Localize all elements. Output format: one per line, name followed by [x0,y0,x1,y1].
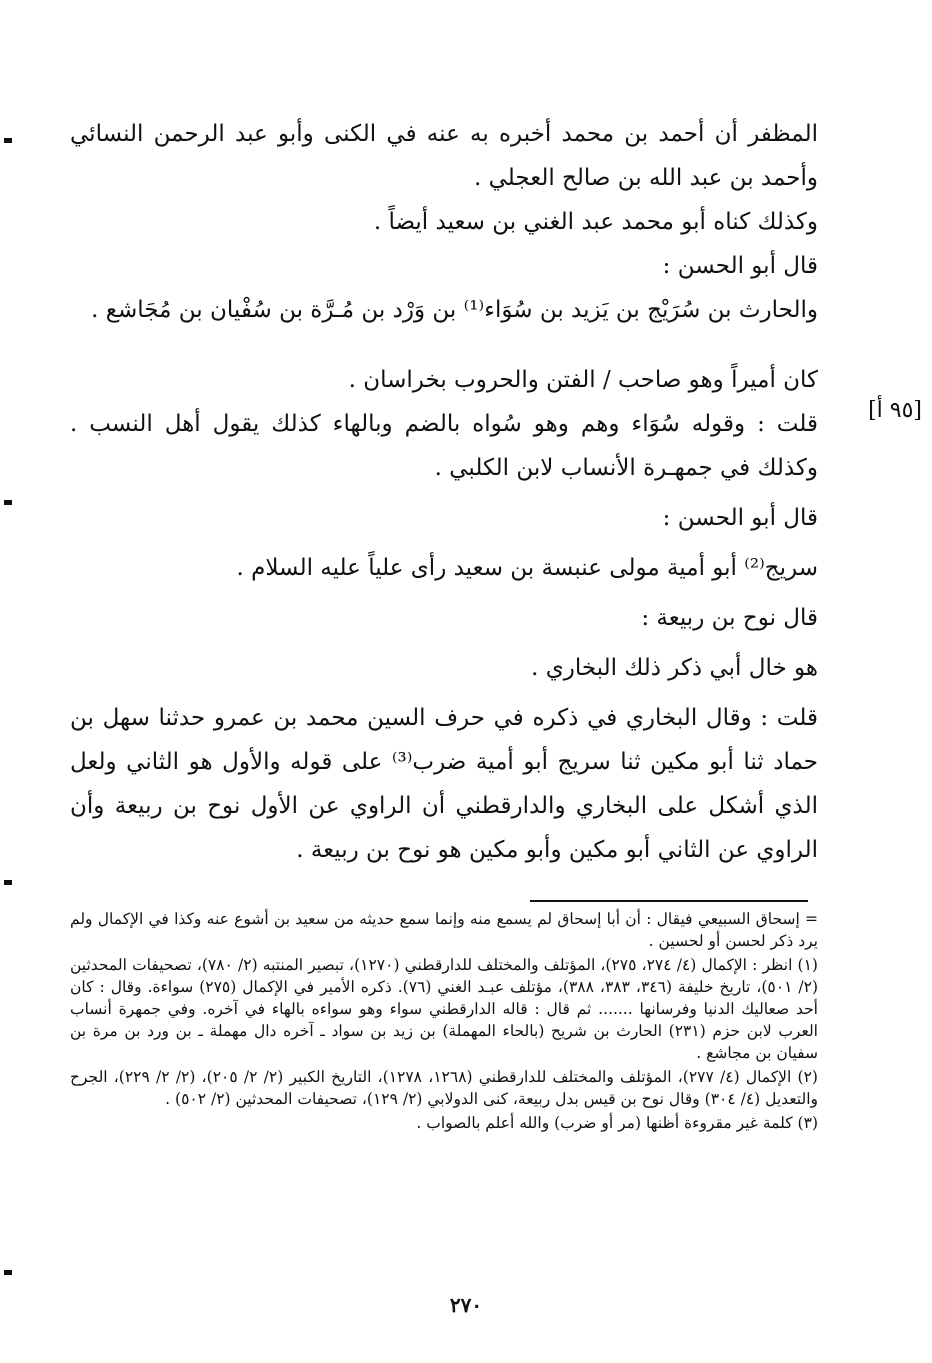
scan-edge-mark [4,138,12,143]
paragraph: وكذلك كناه أبو محمد عبد الغني بن سعيد أيضاً . [373,209,818,235]
page-number: ٢٧٠ [449,1293,483,1317]
scan-edge-mark [4,1270,12,1275]
main-text [70,112,818,872]
paragraph: هو خال أبي ذكر ذلك البخاري . [531,655,818,681]
footnote: (٣) كلمة غير مقروءة أظنها (مر أو ضرب) والله أعلم بالصواب . [416,1114,818,1132]
footnote-separator [530,900,808,902]
footnotes [70,908,818,1136]
manuscript-folio-reference: [٩٥ أ] [868,398,922,423]
scan-edge-mark [4,880,12,885]
paragraph: كان أميراً وهو صاحب / الفتن والحروب بخراسان . [348,367,818,393]
footnote: (١) انظر : الإكمال (٤/ ٢٧٤، ٢٧٥)، المؤتلف والمختلف للدارقطني (١٢٧٠)، تبصير المنتبه (٢/ ٧٨٠)، تصحيفات المحدثين (٢/ ٥٠١)، تاريخ خليفة (٣٤٦، ٣٨٣، ٣٨٨)، مؤتلف عبـد الغني (٧٦). ذكره الأمير في الإكمال (٢٧٥) سواءة. وقال : كان أحد صعاليك الدنيا وفرسانها ....... ثم قال : قاله الدارقطني سواء وهو سواءه بالهاء في آخره. وفي جمهرة أنساب العرب لابن حزم (٢٣١) الحارث بن شريح (بالحاء المهملة) بن زيد بن سواد ـ آخره دال مهملة ـ بن ورد بن مرة بن سفيان بن مجاشع . [70,956,819,1062]
paragraph: قال أبو الحسن : [662,253,818,279]
paragraph: المظفر أن أحمد بن محمد أخبره به عنه في الكنى وأبو عبد الرحمن النسائي وأحمد بن عبد الله بن صالح العجلي . [70,121,818,191]
paragraph: قلت : وقوله سُوَاء وهم وهو سُواه بالضم وبالهاء كذلك يقول أهل النسب . وكذلك في جمهـرة الأنساب لابن الكلبي . [70,411,818,481]
paragraph: قال أبو الحسن : [662,505,818,531]
footnote: (٢) الإكمال (٤/ ٢٧٧)، المؤتلف والمختلف للدارقطني (١٢٦٨، ١٢٧٨)، التاريخ الكبير (٢/ ٢/ ٢٠٥)، (٢/ ٢/ ٢٢٩)، الجرح والتعديل (٤/ ٣٠٤) وقال نوح بن قيس بدل ربيعة، كنى الدولابي (٢/ ١٢٩)، تصحيفات المحدثين (٢/ ٥٠٢) . [70,1068,818,1108]
paragraph: والحارث بن سُرَيْج بن يَزيد بن سُوَاء⁽¹⁾ بن وَرْد بن مُـرَّة بن سُفْيان بن مُجَاشع . [91,297,818,323]
footnote: = إسحاق السبيعي فيقال : أن أبا إسحاق لم يسمع منه وإنما سمع حديثه من سعيد بن أشوع عنه وكذا في الإكمال ولم يرد ذكر لحسن أو لحسين . [70,910,818,950]
paragraph: قال نوح بن ربيعة : [641,605,818,631]
paragraph: قلت : وقال البخاري في ذكره في حرف السين محمد بن عمرو حدثنا سهل بن حماد ثنا أبو مكين ثنا سريج أبو أمية ضرب⁽³⁾ على قوله والأول هو الثاني ولعل الذي أشكل على البخاري والدارقطني أن الراوي عن الأول نوح بن ربيعة وأن الراوي عن الثاني أبو مكين وأبو مكين هو نوح بن ربيعة . [70,705,819,863]
paragraph: سريج⁽²⁾ أبو أمية مولى عنبسة بن سعيد رأى علياً عليه السلام . [236,555,818,581]
scan-edge-mark [4,500,12,505]
